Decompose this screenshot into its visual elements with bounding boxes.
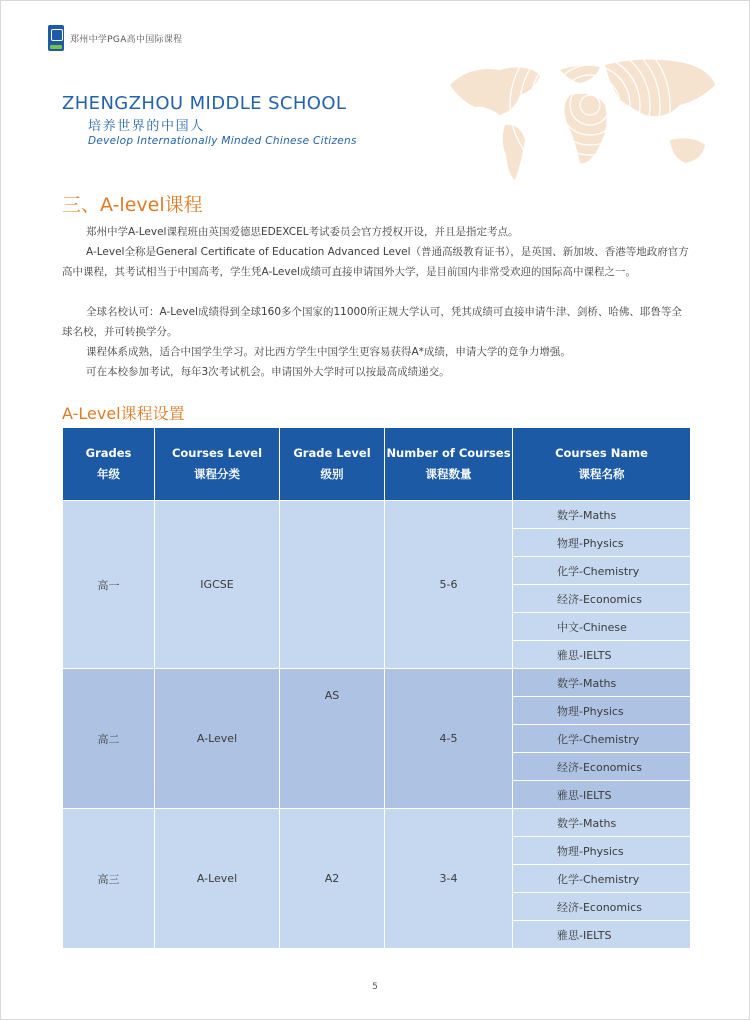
slogan-english: Develop Internationally Minded Chinese Citizens [88, 135, 357, 147]
section-title: 三、A-level课程 [62, 194, 203, 216]
school-name: ZHENGZHOU MIDDLE SCHOOL [62, 93, 347, 114]
cell-course-name: 雅思-IELTS [513, 641, 691, 669]
header-courses-level: Courses Level 课程分类 [155, 428, 280, 501]
cell-course-name: 雅思-IELTS [513, 921, 691, 949]
cell-courses-level: A-Level [155, 809, 280, 949]
paragraph-system: 课程体系成熟，适合中国学生学习。对比西方学生中国学生更容易获得A*成绩，申请大学的竞争力增强。 [86, 346, 571, 358]
cell-course-name: 经济-Economics [513, 753, 691, 781]
cell-course-count: 3-4 [385, 809, 513, 949]
table-row [63, 669, 691, 697]
paragraph-intro: 郑州中学A-Level课程班由英国爱德思EDEXCEL考试委员会官方授权开设，并且是指定考点。 [86, 226, 519, 238]
cell-course-name: 数学-Maths [513, 501, 691, 529]
world-map-decoration [430, 45, 730, 195]
cell-grade: 高一 [63, 501, 155, 669]
header [48, 24, 182, 52]
paragraph-recognition: 全球名校认可：A-Level成绩得到全球160多个国家的11000所正规大学认可，凭其成绩可直接申请牛津、剑桥、哈佛、耶鲁等全球名校，并可转换学分。 [62, 306, 682, 338]
cell-course-name: 数学-Maths [513, 809, 691, 837]
paragraph-exams: 可在本校参加考试，每年3次考试机会。申请国外大学时可以按最高成绩递交。 [86, 366, 450, 378]
course-table [62, 427, 691, 949]
cell-course-count: 5-6 [385, 501, 513, 669]
cell-courses-level: IGCSE [155, 501, 280, 669]
school-logo-icon [48, 25, 64, 51]
table-title: A-Level课程设置 [62, 404, 185, 423]
cell-course-name: 化学-Chemistry [513, 865, 691, 893]
cell-course-name: 物理-Physics [513, 529, 691, 557]
cell-course-name: 物理-Physics [513, 697, 691, 725]
cell-grade: 高三 [63, 809, 155, 949]
table-row [63, 809, 691, 837]
cell-course-name: 化学-Chemistry [513, 557, 691, 585]
page-number: 5 [372, 982, 378, 992]
table-row [63, 501, 691, 529]
cell-grade-level [280, 501, 385, 669]
cell-course-name: 雅思-IELTS [513, 781, 691, 809]
table-header-row [63, 428, 691, 501]
cell-course-name: 物理-Physics [513, 837, 691, 865]
cell-grade: 高二 [63, 669, 155, 809]
cell-course-name: 化学-Chemistry [513, 725, 691, 753]
slogan-chinese: 培养世界的中国人 [88, 119, 205, 134]
header-grades: Grades 年级 [63, 428, 155, 501]
cell-course-name: 经济-Economics [513, 893, 691, 921]
header-grade-level: Grade Level 级别 [280, 428, 385, 501]
cell-course-name: 经济-Economics [513, 585, 691, 613]
header-number-of-courses: Number of Courses 课程数量 [385, 428, 513, 501]
header-courses-name: Courses Name 课程名称 [513, 428, 691, 501]
paragraph-definition: A-Level全称是General Certificate of Education Advanced Level（普通高级教育证书），是英国、新加坡、香港等地政府官方高中课程，其考试相当于中国高考，学生凭A-Level成绩可直接申请国外大学，是目前国内非常受欢迎的国际高中课程之一。 [62, 246, 689, 278]
cell-course-name: 数学-Maths [513, 669, 691, 697]
cell-course-name: 中文-Chinese [513, 613, 691, 641]
cell-grade-level: AS [280, 669, 385, 809]
header-school-label: 郑州中学PGA高中国际课程 [70, 34, 183, 45]
cell-course-count: 4-5 [385, 669, 513, 809]
cell-grade-level: A2 [280, 809, 385, 949]
cell-courses-level: A-Level [155, 669, 280, 809]
